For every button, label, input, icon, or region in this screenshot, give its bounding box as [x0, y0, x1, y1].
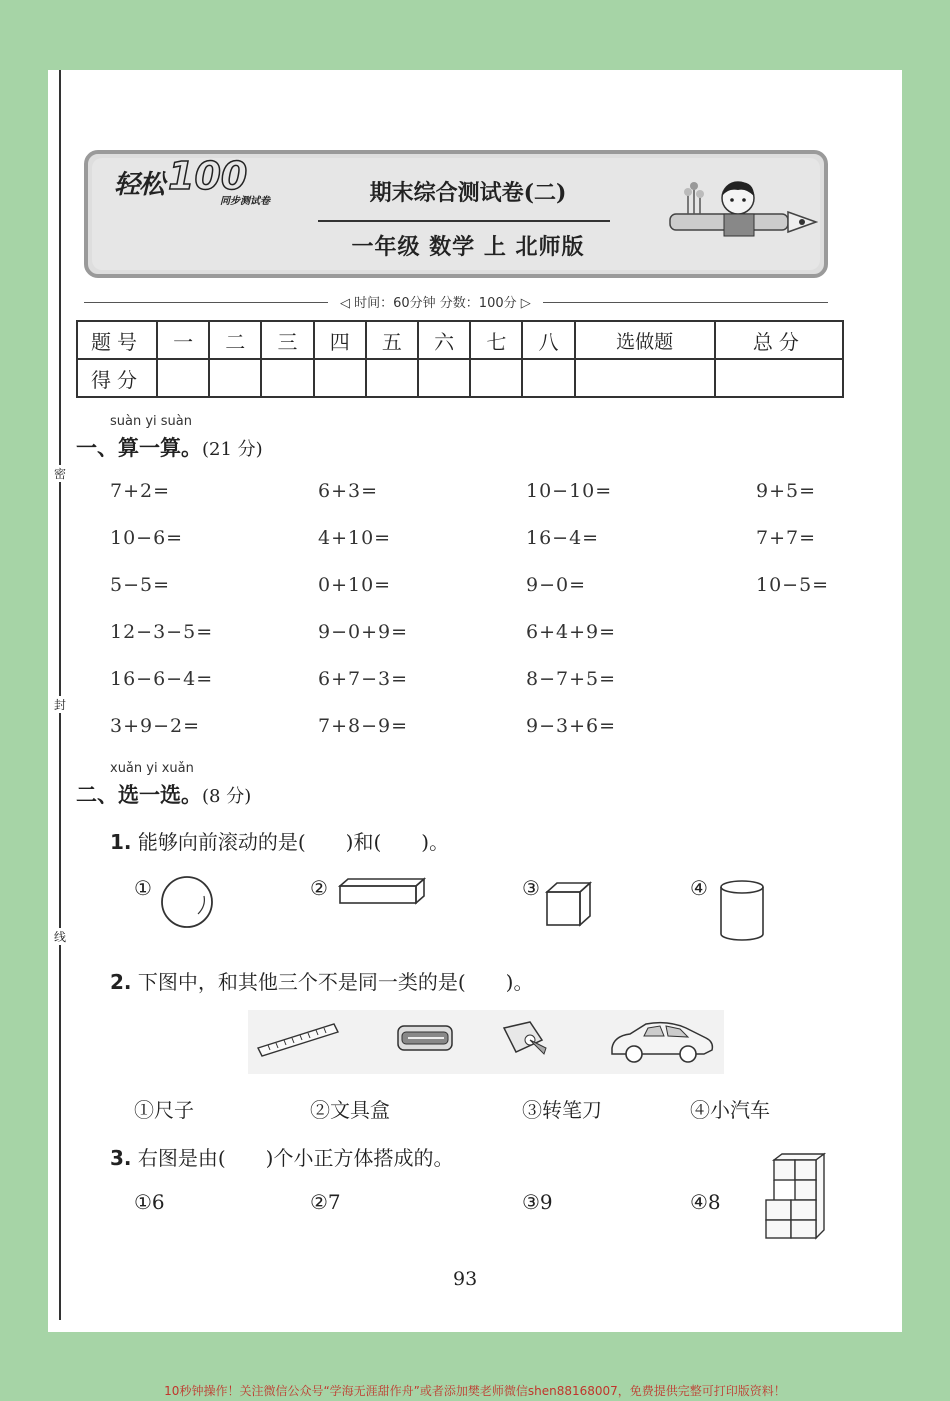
score-cell[interactable]	[715, 359, 843, 397]
binding-char-xian: 线	[50, 928, 70, 945]
stacked-cubes-icon	[760, 1152, 834, 1244]
question-2-number: 2.	[110, 970, 132, 994]
score-col-header: 选做题	[575, 321, 715, 359]
binding-char-feng: 封	[50, 696, 70, 713]
score-col-header: 六	[418, 321, 470, 359]
equation: 9−0=	[526, 574, 587, 596]
score-cell[interactable]	[418, 359, 470, 397]
section1-title-text: 一、算一算。	[76, 435, 202, 460]
score-table-header-row	[77, 321, 843, 359]
section1-pinyin: suàn yi suàn	[110, 414, 193, 429]
kid-with-pen-icon	[668, 174, 818, 254]
equation: 9−3+6=	[526, 715, 617, 737]
score-table	[76, 320, 844, 398]
equation: 16−4=	[526, 527, 600, 549]
score-cell[interactable]	[470, 359, 522, 397]
q3-option-1[interactable]: ①6	[134, 1190, 165, 1214]
sharpener-icon	[500, 1018, 550, 1062]
equation: 7+2=	[110, 480, 171, 502]
question-3	[110, 1142, 453, 1171]
q1-label-4: ④	[690, 876, 708, 900]
equation: 10−5=	[756, 574, 830, 596]
equation: 9−0+9=	[318, 621, 409, 643]
score-col-header: 三	[261, 321, 313, 359]
equation: 6+4+9=	[526, 621, 617, 643]
score-col-header: 一	[157, 321, 209, 359]
equation: 7+7=	[756, 527, 817, 549]
q3-option-4[interactable]: ④8	[690, 1190, 721, 1214]
equation: 16−6−4=	[110, 668, 214, 690]
score-col-header: 五	[366, 321, 418, 359]
section2-title	[76, 779, 251, 809]
q3-option-3[interactable]: ③9	[522, 1190, 553, 1214]
equation: 5−5=	[110, 574, 171, 596]
section1-title	[76, 432, 263, 462]
score-cell[interactable]	[209, 359, 261, 397]
equation: 6+3=	[318, 480, 379, 502]
toy-car-icon	[608, 1018, 716, 1068]
binding-char-mi: 密	[50, 465, 70, 482]
equation: 7+8−9=	[318, 715, 409, 737]
title-divider	[318, 220, 610, 222]
pencil-case-icon	[394, 1018, 458, 1062]
section2-points: (8 分)	[202, 786, 252, 807]
page-number: 93	[453, 1268, 478, 1290]
score-table-score-row	[77, 359, 843, 397]
q2-option-1[interactable]: ①尺子	[134, 1098, 194, 1122]
q1-label-2: ②	[310, 876, 328, 900]
score-cell[interactable]	[261, 359, 313, 397]
q3-option-2[interactable]: ②7	[310, 1190, 341, 1214]
q1-label-1: ①	[134, 876, 152, 900]
question-1-text: 能够向前滚动的是( )和( )。	[137, 830, 450, 854]
equation: 8−7+5=	[526, 668, 617, 690]
question-1	[110, 826, 449, 855]
promo-footer: 10秒钟操作！关注微信公众号“学海无涯甜作舟”或者添加樊老师微信shen88168007，免费提供完整可打印版资料！	[164, 1384, 786, 1398]
cube-icon	[544, 880, 594, 928]
equation: 4+10=	[318, 527, 392, 549]
sphere-icon	[158, 874, 218, 930]
logo-number: 100	[168, 154, 248, 198]
exam-page	[48, 70, 902, 1332]
score-col-header: 二	[209, 321, 261, 359]
exam-subtitle: 一年级 数学 上 北师版	[351, 234, 585, 260]
exam-title: 期末综合测试卷(二)	[369, 180, 567, 206]
equation: 3+9−2=	[110, 715, 201, 737]
q2-option-2[interactable]: ②文具盒	[310, 1098, 390, 1122]
score-cell[interactable]	[575, 359, 715, 397]
equation: 12−3−5=	[110, 621, 214, 643]
score-cell[interactable]	[157, 359, 209, 397]
question-3-text: 右图是由( )个小正方体搭成的。	[137, 1146, 454, 1170]
section1-points: (21 分)	[202, 439, 263, 460]
question-1-number: 1.	[110, 830, 132, 854]
score-cell[interactable]	[314, 359, 366, 397]
cuboid-icon	[338, 876, 428, 906]
question-2	[110, 966, 533, 995]
equation: 6+7−3=	[318, 668, 409, 690]
equation: 0+10=	[318, 574, 392, 596]
q2-option-3[interactable]: ③转笔刀	[522, 1098, 602, 1122]
score-col-header: 总分	[715, 321, 843, 359]
score-cell[interactable]	[366, 359, 418, 397]
exam-meta: ◁ 时间：60分钟 分数：100分 ▷	[328, 292, 543, 311]
equation: 10−10=	[526, 480, 613, 502]
q2-option-4[interactable]: ④小汽车	[690, 1098, 770, 1122]
question-3-number: 3.	[110, 1146, 132, 1170]
cylinder-icon	[718, 878, 768, 944]
logo-subtitle: 同步测试卷	[220, 196, 270, 207]
equation: 9+5=	[756, 480, 817, 502]
title-banner	[84, 150, 828, 278]
section2-title-text: 二、选一选。	[76, 782, 202, 807]
score-col-header: 四	[314, 321, 366, 359]
logo-text: 轻松	[114, 170, 165, 200]
section2-pinyin: xuǎn yi xuǎn	[110, 761, 194, 776]
score-row-label: 得分	[77, 359, 157, 397]
score-row-label: 题号	[77, 321, 157, 359]
ruler-icon	[256, 1010, 340, 1060]
binding-line	[59, 70, 61, 1320]
score-col-header: 八	[522, 321, 574, 359]
equation: 10−6=	[110, 527, 184, 549]
question-2-text: 下图中，和其他三个不是同一类的是( )。	[137, 970, 534, 994]
q1-label-3: ③	[522, 876, 540, 900]
score-col-header: 七	[470, 321, 522, 359]
score-cell[interactable]	[522, 359, 574, 397]
